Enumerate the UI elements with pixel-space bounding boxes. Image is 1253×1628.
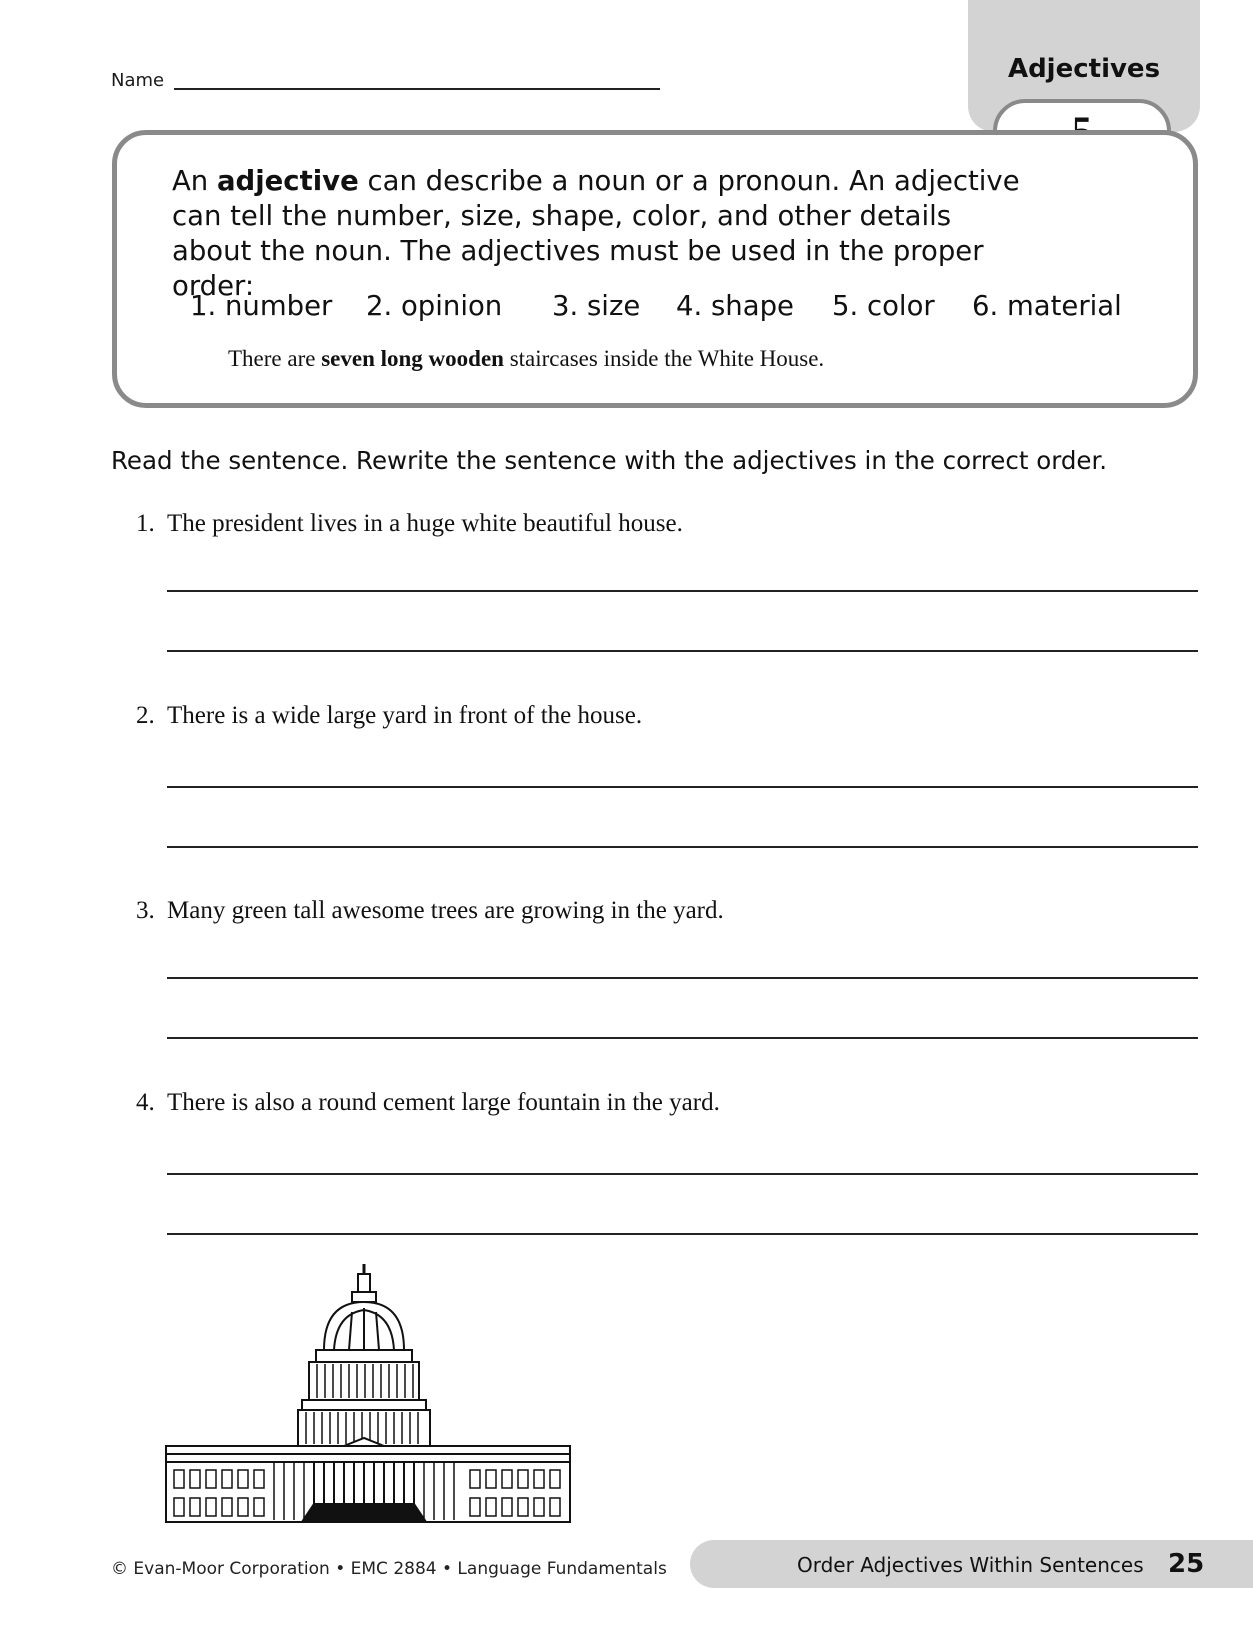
answer-line-4b[interactable] <box>167 1233 1198 1235</box>
question-text: Many green tall awesome trees are growing in the yard. <box>167 897 724 924</box>
order-item-color: 5. color <box>832 290 935 322</box>
example-sentence <box>228 346 824 372</box>
answer-line-1b[interactable] <box>167 650 1198 652</box>
question-2 <box>136 702 642 730</box>
question-4 <box>136 1089 720 1117</box>
question-3 <box>136 897 724 925</box>
name-line[interactable] <box>174 88 660 90</box>
example-part1: There are <box>228 346 322 371</box>
adjective-order-list <box>190 290 1140 326</box>
rule-text-part1: An <box>172 165 217 197</box>
order-item-shape: 4. shape <box>676 290 794 322</box>
example-part2: staircases inside the White House. <box>503 346 825 371</box>
directions: Read the sentence. Rewrite the sentence with the adjectives in the correct order. <box>111 446 1108 475</box>
topic-title: Adjectives <box>1007 54 1161 84</box>
question-text: There is a wide large yard in front of the house. <box>167 702 643 729</box>
answer-line-4a[interactable] <box>167 1173 1198 1175</box>
rule-text <box>172 164 1032 304</box>
answer-line-3b[interactable] <box>167 1037 1198 1039</box>
question-number: 4. <box>136 1089 155 1116</box>
question-text: There is also a round cement large fountain in the yard. <box>167 1089 720 1116</box>
answer-line-3a[interactable] <box>167 977 1198 979</box>
copyright: © Evan-Moor Corporation • EMC 2884 • Language Fundamentals <box>111 1559 667 1579</box>
answer-line-2b[interactable] <box>167 846 1198 848</box>
answer-line-2a[interactable] <box>167 786 1198 788</box>
order-item-number: 1. number <box>190 290 333 322</box>
question-number: 3. <box>136 897 155 924</box>
question-1 <box>136 510 683 538</box>
answer-line-1a[interactable] <box>167 590 1198 592</box>
question-number: 1. <box>136 510 155 537</box>
rule-text-part2: can describe a noun or a pronoun. An adjective can tell the number, size, shape, color, and other details about the noun. The adjectives must be used in the proper order: <box>172 165 1020 302</box>
page-number: 25 <box>1168 1549 1205 1579</box>
order-item-size: 3. size <box>552 290 641 322</box>
example-bold: seven long wooden <box>321 346 504 371</box>
order-item-opinion: 2. opinion <box>366 290 503 322</box>
question-number: 2. <box>136 702 155 729</box>
order-item-material: 6. material <box>972 290 1122 322</box>
question-text: The president lives in a huge white beautiful house. <box>167 510 683 537</box>
footer-skill: Order Adjectives Within Sentences <box>797 1553 1144 1577</box>
capitol-building-illustration <box>164 1262 572 1524</box>
rule-text-bold: adjective <box>216 165 359 197</box>
name-label: Name <box>111 70 165 91</box>
